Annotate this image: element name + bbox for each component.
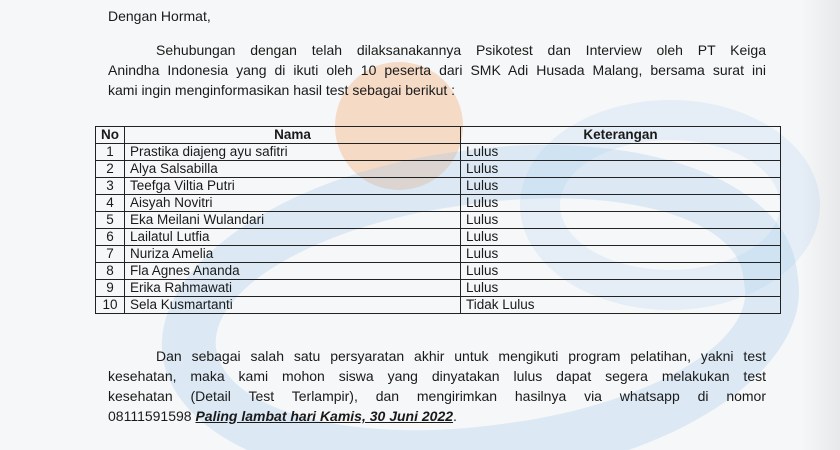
cell-keterangan: Lulus xyxy=(461,229,781,246)
deadline-text: Paling lambat hari Kamis, 30 Juni 2022 xyxy=(195,408,454,424)
table-row xyxy=(96,178,781,195)
cell-no: 3 xyxy=(96,178,125,195)
table-row xyxy=(96,297,781,314)
cell-no: 1 xyxy=(96,144,125,161)
cell-no: 6 xyxy=(96,229,125,246)
cell-nama: Teefga Viltia Putri xyxy=(125,178,461,195)
table-row xyxy=(96,212,781,229)
header-no: No xyxy=(96,127,125,144)
header-keterangan: Keterangan xyxy=(461,127,781,144)
table-row xyxy=(96,195,781,212)
cell-keterangan: Lulus xyxy=(461,144,781,161)
cell-keterangan: Lulus xyxy=(461,195,781,212)
intro-paragraph xyxy=(108,40,766,100)
cell-nama: Aisyah Novitri xyxy=(125,195,461,212)
closing-line: Dan sebagai salah satu persyaratan akhir untuk mengikuti program pelatihan, yakni test xyxy=(156,348,766,364)
table-row xyxy=(96,144,781,161)
phone-number: 08111591598 xyxy=(108,408,192,424)
cell-keterangan: Tidak Lulus xyxy=(461,297,781,314)
closing-line: kesehatan (Detail Test Terlampir), dan mengirimkan hasilnya via whatsapp di nomor xyxy=(108,388,766,404)
intro-line: Sehubungan dengan telah dilaksanakannya Psikotest dan Interview oleh PT Keiga xyxy=(156,42,766,58)
cell-keterangan: Lulus xyxy=(461,263,781,280)
cell-nama: Erika Rahmawati xyxy=(125,280,461,297)
end-punctuation: . xyxy=(453,408,457,424)
cell-nama: Nuriza Amelia xyxy=(125,246,461,263)
cell-no: 4 xyxy=(96,195,125,212)
table-row xyxy=(96,161,781,178)
cell-keterangan: Lulus xyxy=(461,178,781,195)
cell-no: 8 xyxy=(96,263,125,280)
intro-line: kami ingin menginformasikan hasil test sebagai berikut : xyxy=(108,82,456,98)
cell-nama: Alya Salsabilla xyxy=(125,161,461,178)
table-row xyxy=(96,263,781,280)
table-row xyxy=(96,246,781,263)
header-nama: Nama xyxy=(125,127,461,144)
cell-nama: Lailatul Lutfia xyxy=(125,229,461,246)
table-header-row xyxy=(96,127,781,144)
cell-nama: Fla Agnes Ananda xyxy=(125,263,461,280)
cell-no: 2 xyxy=(96,161,125,178)
intro-line: Anindha Indonesia yang di ikuti oleh 10 peserta dari SMK Adi Husada Malang, bersama surat ini xyxy=(108,62,766,78)
closing-paragraph xyxy=(108,346,766,426)
cell-no: 5 xyxy=(96,212,125,229)
cell-keterangan: Lulus xyxy=(461,280,781,297)
closing-line: kesehatan, maka kami mohon siswa yang dinyatakan lulus dapat segera melakukan test xyxy=(108,368,766,384)
cell-no: 7 xyxy=(96,246,125,263)
cell-nama: Prastika diajeng ayu safitri xyxy=(125,144,461,161)
table-row xyxy=(96,280,781,297)
closing-line-last xyxy=(108,406,766,426)
greeting: Dengan Hormat, xyxy=(108,8,211,24)
cell-nama: Sela Kusmartanti xyxy=(125,297,461,314)
table-row xyxy=(96,229,781,246)
cell-no: 9 xyxy=(96,280,125,297)
cell-nama: Eka Meilani Wulandari xyxy=(125,212,461,229)
page-edge-shadow xyxy=(800,0,840,450)
cell-keterangan: Lulus xyxy=(461,161,781,178)
result-table xyxy=(95,126,781,314)
cell-no: 10 xyxy=(96,297,125,314)
cell-keterangan: Lulus xyxy=(461,212,781,229)
cell-keterangan: Lulus xyxy=(461,246,781,263)
